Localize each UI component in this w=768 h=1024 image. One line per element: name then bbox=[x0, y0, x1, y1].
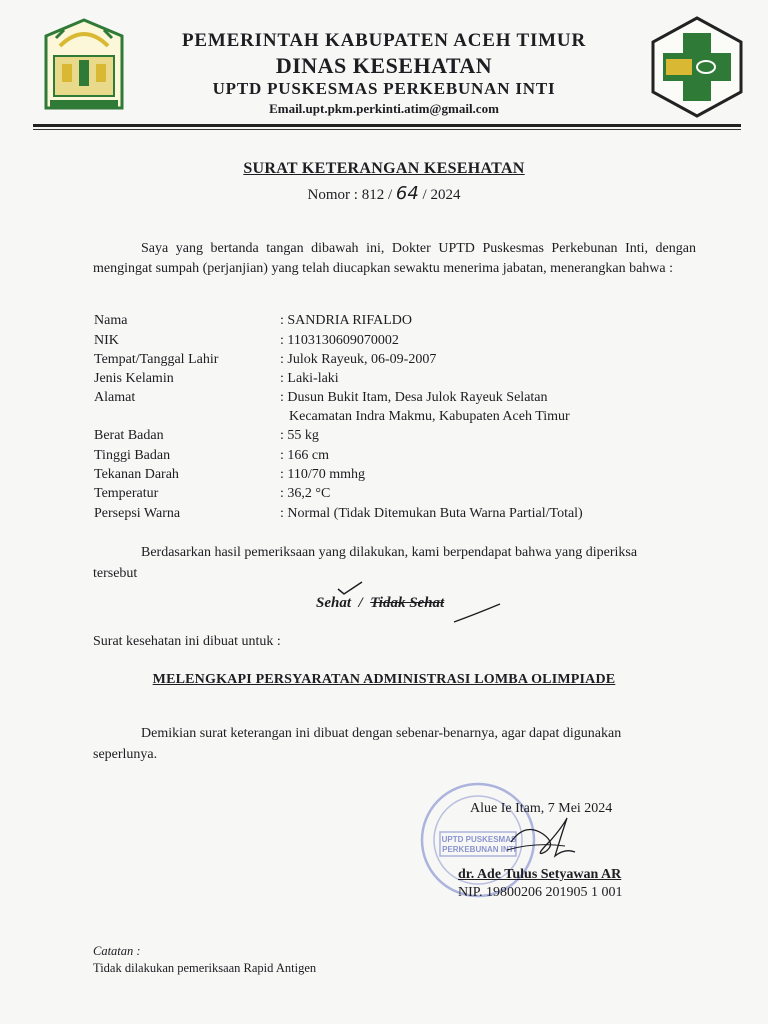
note-heading: Catatan : bbox=[93, 944, 141, 958]
note-text: Tidak dilakukan pemeriksaan Rapid Antigen bbox=[93, 961, 317, 975]
field-value: : Normal (Tidak Ditemukan Buta Warna Partial/Total) bbox=[280, 506, 583, 521]
document-number-prefix: Nomor : 812 / bbox=[307, 187, 393, 203]
signature-scribble bbox=[505, 812, 585, 867]
finding-line2: tersebut bbox=[93, 566, 138, 581]
signature-place-date: Alue Ie Itam, 7 Mei 2024 bbox=[470, 801, 613, 816]
field-value: : Julok Rayeuk, 06-09-2007 bbox=[280, 352, 437, 367]
field-value: : SANDRIA RIFALDO bbox=[280, 313, 412, 328]
closing-line1: Demikian surat keterangan ini dibuat dengan sebenar-benarnya, agar dapat digunakan bbox=[141, 726, 622, 741]
field-value: : Laki-laki bbox=[280, 371, 339, 386]
field-label: Persepsi Warna bbox=[94, 506, 181, 521]
document-title: SURAT KETERANGAN KESEHATAN bbox=[243, 160, 525, 177]
header-divider-thin bbox=[33, 129, 741, 130]
field-label: Tekanan Darah bbox=[94, 467, 179, 482]
field-value-continuation: Kecamatan Indra Makmu, Kabupaten Aceh Timur bbox=[289, 409, 570, 424]
verdict-sehat: Sehat bbox=[316, 595, 352, 611]
strike-stroke-icon bbox=[452, 598, 502, 626]
checkmark-icon bbox=[335, 580, 365, 596]
field-label: Tinggi Badan bbox=[94, 448, 171, 463]
field-value: : 166 cm bbox=[280, 448, 329, 463]
field-label: Nama bbox=[94, 313, 128, 328]
intro-paragraph: Saya yang bertanda tangan dibawah ini, Dokter UPTD Puskesmas Perkebunan Inti, dengan mengingat sumpah (perjanjian) yang telah diucapkan sewaktu menerima jabatan, menerangkan bahwa : bbox=[93, 241, 696, 276]
closing-line2: seperlunya. bbox=[93, 747, 158, 762]
verdict-tidak-sehat: Tidak Sehat bbox=[370, 595, 445, 611]
field-value: : Dusun Bukit Itam, Desa Julok Rayeuk Selatan bbox=[280, 390, 548, 405]
signatory-nip: NIP. 19800206 201905 1 001 bbox=[458, 885, 623, 900]
purpose-text: MELENGKAPI PERSYARATAN ADMINISTRASI LOMBA OLIMPIADE bbox=[152, 672, 616, 687]
document-number-suffix: / 2024 bbox=[422, 187, 461, 203]
field-value: : 1103130609070002 bbox=[280, 333, 399, 348]
verdict-separator: / bbox=[358, 595, 363, 611]
field-value: : 110/70 mmhg bbox=[280, 467, 366, 482]
field-label: Jenis Kelamin bbox=[94, 371, 174, 386]
finding-line1: Berdasarkan hasil pemeriksaan yang dilakukan, kami berpendapat bahwa yang diperiksa bbox=[141, 545, 638, 560]
puskesmas-logo bbox=[648, 15, 746, 119]
health-verdict bbox=[316, 595, 444, 612]
purpose-intro: Surat kesehatan ini dibuat untuk : bbox=[93, 634, 281, 649]
document-number-handwritten: 64 bbox=[395, 183, 419, 204]
field-value: : 36,2 °C bbox=[280, 486, 331, 501]
field-label: Temperatur bbox=[94, 486, 159, 501]
signatory-name: dr. Ade Tulus Setyawan AR bbox=[458, 867, 622, 882]
header-divider-thick bbox=[33, 124, 741, 127]
field-label: Alamat bbox=[94, 390, 136, 405]
document-number bbox=[0, 183, 768, 204]
field-label: Berat Badan bbox=[94, 428, 164, 443]
stamp-text: UPTD PUSKESMAS PERKEBUNAN INTI bbox=[441, 835, 517, 854]
field-label: Tempat/Tanggal Lahir bbox=[94, 352, 219, 367]
header-government: PEMERINTAH KABUPATEN ACEH TIMUR bbox=[182, 30, 586, 51]
header-unit: UPTD PUSKESMAS PERKEBUNAN INTI bbox=[212, 79, 556, 98]
field-label: NIK bbox=[94, 333, 119, 348]
field-value: : 55 kg bbox=[280, 428, 319, 443]
header-department: DINAS KESEHATAN bbox=[275, 53, 493, 78]
header-email: Email.upt.pkm.perkinti.atim@gmail.com bbox=[269, 101, 499, 116]
